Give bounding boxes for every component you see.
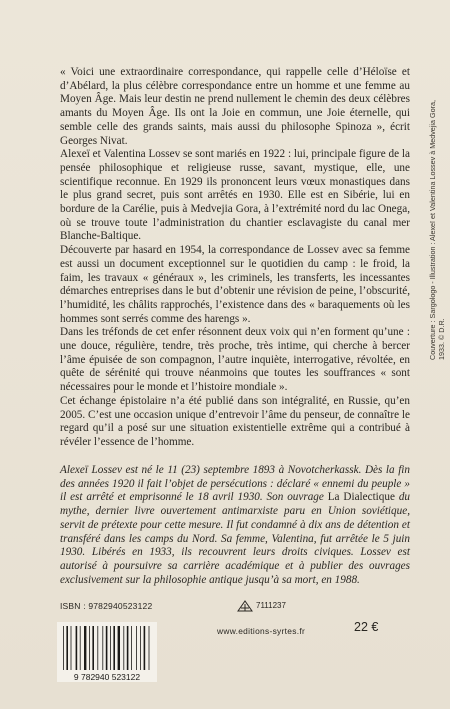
- summary-paragraph-1: « Voici une extraordinaire correspondance, qui rappelle celle d’Héloïse et d’Abélard, la plus célèbre correspondance entre un homme et une femme au Moyen Âge. Mais leur destin ne prend nullement le chemin des deux célèbres amants du Moyen Âge. Ils ont la Joie en commun, une Joie éternelle, qui semble celle des grands saints, mais aussi du philosophe Spinoza », écrit Georges Nivat.: [60, 66, 410, 147]
- cover-credits: [428, 20, 446, 360]
- book-title: La Dialectique: [327, 491, 395, 504]
- summary-paragraph-4: Dans les tréfonds de cet enfer résonnent deux voix qui n’en forment qu’une : une douce, régulière, tendre, très proche, très intime, qui cherche à bercer l’âme épuisée de son compagnon, l’autre inquiète, interrogative, révoltée, en quête de sérénité qui trouve néanmoins que toutes les souffrances « sont nécessaires pour le monde et l’histoire mondiale ».: [60, 326, 410, 394]
- author-bio-part-2: du mythe, dernier livre ouvertement antimarxiste paru en Union soviétique, servit de prétexte pour cette mesure. Il fut condamné à dix ans de détention et transféré dans les camps du Nord. Sa femme, Valentina, fut arrêtée le 5 juin 1930. Libérés en 1933, ils recouvrent leurs droits civiques. Lossev est autorisé à poursuivre sa carrière académique et à publier des ouvrages exclusivement sur la philosophie antique jusqu’à sa mort, en 1988.: [60, 491, 410, 586]
- summary-text: [60, 66, 410, 450]
- barcode: [57, 622, 157, 682]
- author-bio: [60, 464, 410, 587]
- distributor-code: 7111237: [256, 601, 286, 610]
- author-bio-part-1: Alexeï Lossev est né le 11 (23) septembre 1893 à Novotcherkassk. Dès la fin des années 1920 il fait l’objet de persécutions : déclaré « ennemi du peuple » il est arrêté et emprisonné le 18 avril 1930. Son ouvrage: [60, 464, 410, 504]
- summary-paragraph-3: Découverte par hasard en 1954, la correspondance de Lossev avec sa femme est aussi un document exceptionnel sur le quotidien du camp : le froid, la faim, les travaux « généraux », les criminels, les transferts, les incessantes démarches entreprises dans le but d’obtenir une révision de peine, l’obscurité, l’humidité, les châlits rapprochés, l’existence dans des « baraquements où les hommes sont serrés comme des harengs ».: [60, 244, 410, 325]
- publisher-website: www.editions-syrtes.fr: [217, 626, 306, 636]
- summary-paragraph-5: Cet échange épistolaire n’a été publié dans son intégralité, en Russie, qu’en 2005. C’est une occasion unique d’entrevoir l’âme du penseur, de connaître le regard qu’il a posé sur une situation existentielle extrême qui a contribué à révéler l’essence de l’homme.: [60, 394, 410, 448]
- barcode-digits: 9 782940 523122: [73, 672, 141, 682]
- credits-line-1: Couverture : Sargologo - Illustration : Alexeï et Valentina Lossev à Medvejia Gora,: [428, 100, 437, 360]
- publisher-logo-icon: [236, 599, 254, 613]
- isbn-label: ISBN : 9782940523122: [60, 601, 153, 611]
- price: 22 €: [354, 620, 379, 634]
- summary-paragraph-2: Alexeï et Valentina Lossev se sont mariés en 1922 : lui, principale figure de la pensée philosophique et religieuse russe, savant, mystique, elle, une scientifique reconnue. En 1929 ils prononcent leurs vœux monastiques dans le plus grand secret, puis sont arrêtés en 1930. Elle est en Sibérie, lui en bordure de la Carélie, puis à Medvejia Gora, à l’extrémité nord du lac Onega, où se trouve toute l’administration du chantier esclavagiste du canal mer Blanche-Baltique.: [60, 148, 410, 243]
- credits-line-2: 1933. © D.R.: [437, 318, 447, 360]
